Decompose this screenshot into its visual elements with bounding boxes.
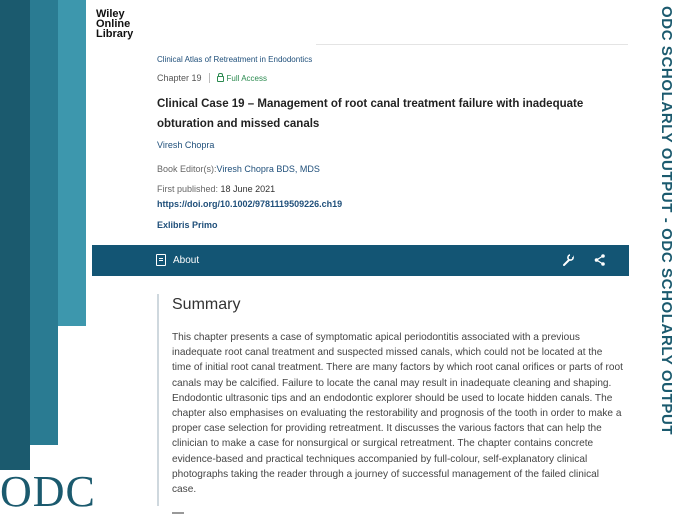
access-badge: [217, 74, 267, 83]
scholarly-output-banner: ODC SCHOLARLY OUTPUT - ODC SCHOLARLY OUTPUT: [658, 6, 675, 436]
chapter-meta-row: [157, 73, 267, 83]
section-marker: [172, 512, 184, 514]
brand-stripe-mid: [30, 0, 58, 445]
first-published: [157, 184, 275, 194]
editors-link[interactable]: Viresh Chopra BDS, MDS: [216, 164, 320, 174]
chapter-title: Clinical Case 19 – Management of root canal treatment failure with inadequate obturation and missed canals: [157, 98, 584, 130]
book-editors: [157, 164, 320, 174]
logo-line-3: Library: [96, 28, 134, 40]
lock-open-icon: [217, 76, 224, 82]
document-icon: [156, 254, 166, 266]
logo-line-1: Wiley: [96, 8, 125, 20]
about-label: About: [173, 254, 200, 266]
author-link[interactable]: Viresh Chopra: [157, 140, 215, 150]
share-icon[interactable]: [593, 253, 607, 267]
about-tab[interactable]: [156, 254, 199, 266]
doi-link[interactable]: https://doi.org/10.1002/9781119509226.ch19: [157, 199, 343, 209]
article-toolbar: [92, 245, 629, 276]
brand-stripe-light: [58, 0, 86, 326]
published-label: First published:: [157, 184, 219, 194]
access-label: Full Access: [226, 73, 267, 83]
chapter-label: Chapter 19: [157, 73, 202, 83]
summary-heading: Summary: [172, 296, 241, 313]
book-title-link[interactable]: Clinical Atlas of Retreatment in Endodontics: [157, 55, 313, 64]
odc-logo: ODC: [0, 467, 96, 516]
brand-stripe-dark: [0, 0, 30, 470]
wiley-online-library-logo[interactable]: [96, 9, 133, 39]
published-date: 18 June 2021: [220, 184, 276, 194]
summary-accent-bar: [157, 294, 159, 506]
logo-line-2: Online: [96, 18, 131, 30]
wrench-icon[interactable]: [561, 253, 575, 267]
exlibris-primo-link[interactable]: Exlibris Primo: [157, 220, 218, 230]
divider: [209, 73, 210, 83]
header-divider: [316, 44, 628, 45]
summary-text: This chapter presents a case of symptomatic apical periodontitis associated with a previous inadequate root canal treatment and suspected missed canals, which could not be located at the time of initial root canal treatment. There are many factors by which root canal orifices or parts of root canals may be calcified. Failure to locate the canal may result in inadequate cleaning and shaping. Endodontic ultrasonic tips and an endodontic explorer should be used to locate hidden canals. The chapter also emphasises on evaluating the restorability and prognosis of the tooth in order to make a proper case selection for providing retreatment. It discusses the various factors that can help the clinician to make a case for nonsurgical or surgical retreatment. The chapter contains concrete evidence-based and practical techniques accompanied by full-colour, self-explanatory clinical photographs taking the reader through a journey of successful management of the failed clinical case.: [172, 332, 623, 496]
editors-label: Book Editor(s):: [157, 164, 217, 174]
